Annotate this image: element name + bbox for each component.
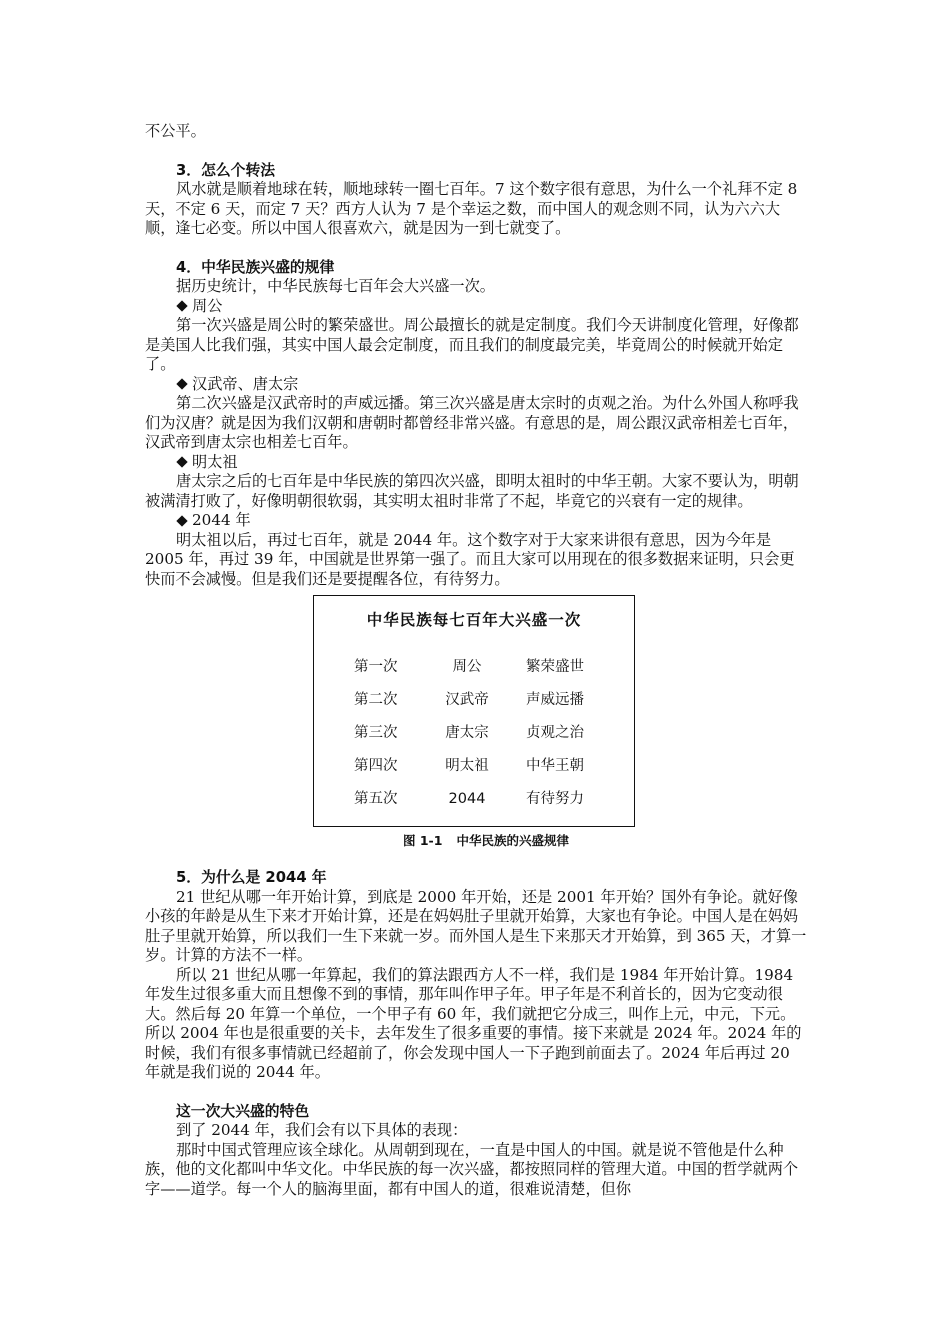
figure-cell-era: 繁荣盛世	[526, 659, 584, 675]
figure-cell-ruler: 明太祖	[445, 758, 489, 774]
spacer	[145, 849, 807, 868]
diamond-bullet-icon	[176, 515, 187, 526]
spacer	[145, 142, 807, 161]
figure-cell-order: 第一次	[354, 659, 398, 675]
figure-cell-ruler: 周公	[452, 659, 482, 675]
diamond-bullet-icon	[176, 456, 187, 467]
bullet-label: 2044 年	[192, 511, 251, 529]
bullet-item	[145, 453, 807, 473]
figure-row	[314, 724, 634, 748]
figure-cell-order: 第二次	[354, 692, 398, 708]
diamond-bullet-icon	[176, 378, 187, 389]
figure-row	[314, 658, 634, 682]
figure-row	[314, 790, 634, 814]
bullet-label: 汉武帝、唐太宗	[192, 374, 299, 393]
figure-cell-era: 中华王朝	[526, 758, 584, 774]
figure-cell-order: 第三次	[354, 725, 398, 741]
figure-row	[314, 691, 634, 715]
figure-box	[313, 595, 635, 827]
figure-cell-era: 有待努力	[526, 791, 584, 807]
section-5-paragraph: 所以 21 世纪从哪一年算起，我们的算法跟西方人不一样，我们是 1984 年开始计算。1984 年发生过很多重大而且想像不到的事情，那年叫作甲子年。甲子年是不利首长的，因为它变动很大。然后每 20 年算一个单位，一个甲子有 60 年，我们就把它分成三，叫作上元，中元，下元。所以 2004 年也是很重要的关卡，去年发生了很多重要的事情。接下来就是 2024 年。2024 年的时候，我们有很多事情就已经超前了，你会发现中国人一下子跑到前面去了。2024 年后再过 20 年就是我们说的 2044 年。	[145, 965, 802, 1081]
figure-cell-era: 声威远播	[526, 692, 584, 708]
spacer	[145, 1083, 807, 1102]
section-6-paragraph: 那时中国式管理应该全球化。从周朝到现在，一直是中国人的中国。就是说不管他是什么种族，他的文化都叫中华文化。中华民族的每一次兴盛，都按照同样的管理大道。中国的哲学就两个字——道学。每一个人的脑海里面，都有中国人的道，很难说清楚，但你	[145, 1140, 799, 1198]
section-4-intro: 据历史统计，中华民族每七百年会大兴盛一次。	[176, 277, 495, 295]
document-page	[145, 122, 807, 1199]
bullet-item	[145, 375, 807, 395]
opening-line: 不公平。	[145, 122, 206, 140]
section-5-heading: 5．为什么是 2044 年	[176, 869, 327, 886]
figure-cell-ruler: 2044	[448, 791, 486, 807]
bullet-label: 明太祖	[192, 452, 238, 471]
bullet-item	[145, 511, 807, 531]
bullet-label: 周公	[192, 296, 223, 315]
section-6-paragraph: 到了 2044 年，我们会有以下具体的表现：	[176, 1121, 468, 1139]
section-3-heading: 3．怎么个转法	[176, 161, 276, 179]
figure-cell-order: 第五次	[354, 791, 398, 807]
figure-cell-ruler: 唐太宗	[445, 725, 489, 741]
bullet-paragraph: 第二次兴盛是汉武帝时的声威远播。第三次兴盛是唐太宗时的贞观之治。为什么外国人称呼我们为汉唐？就是因为我们汉朝和唐朝时都曾经非常兴盛。有意思的是，周公跟汉武帝相差七百年，汉武帝到唐太宗也相差七百年。	[145, 394, 799, 451]
figure-cell-ruler: 汉武帝	[445, 692, 489, 708]
figure-row	[314, 757, 634, 781]
section-5-paragraph: 21 世纪从哪一年开始计算，到底是 2000 年开始，还是 2001 年开始？国外有争论。就好像小孩的年龄是从生下来才开始计算，还是在妈妈肚子里就开始算，大家也有争论。中国人是在妈妈肚子里就开始算，所以我们一生下来就一岁。而外国人是生下来那天才开始算，到 365 天，才算一岁。计算的方法不一样。	[145, 887, 807, 964]
figure-cell-order: 第四次	[354, 758, 398, 774]
bullet-paragraph: 明太祖以后，再过七百年，就是 2044 年。这个数字对于大家来讲很有意思，因为今年是 2005 年，再过 39 年，中国就是世界第一强了。而且大家可以用现在的很多数据来证明，只会更快而不会减慢。但是我们还是要提醒各位，有待努力。	[145, 530, 795, 588]
figure-caption-text: 中华民族的兴盛规律	[456, 833, 569, 848]
bullet-paragraph: 第一次兴盛是周公时的繁荣盛世。周公最擅长的就是定制度。我们今天讲制度化管理，好像都是美国人比我们强，其实中国人最会定制度，而且我们的制度最完美，毕竟周公的时候就开始定了。	[145, 316, 799, 373]
diamond-bullet-icon	[176, 300, 187, 311]
spacer	[145, 239, 807, 258]
figure-caption-number: 图 1-1	[403, 833, 443, 848]
bullet-paragraph: 唐太宗之后的七百年是中华民族的第四次兴盛，即明太祖时的中华王朝。大家不要认为，明朝被满清打败了，好像明朝很软弱，其实明太祖时非常了不起，毕竟它的兴衰有一定的规律。	[145, 472, 799, 510]
figure-title: 中华民族每七百年大兴盛一次	[366, 611, 582, 629]
figure-cell-era: 贞观之治	[526, 725, 584, 741]
bullet-item	[145, 297, 807, 317]
section-3-paragraph: 风水就是顺着地球在转，顺地球转一圈七百年。7 这个数字很有意思，为什么一个礼拜不定 8 天，不定 6 天，而定 7 天？西方人认为 7 是个幸运之数，而中国人的观念则不同，认为六六大顺，逢七必变。所以中国人很喜欢六，就是因为一到七就变了。	[145, 180, 798, 237]
section-6-heading: 这一次大兴盛的特色	[176, 1102, 310, 1120]
section-4-heading: 4．中华民族兴盛的规律	[176, 258, 335, 276]
figure-caption	[145, 833, 807, 849]
